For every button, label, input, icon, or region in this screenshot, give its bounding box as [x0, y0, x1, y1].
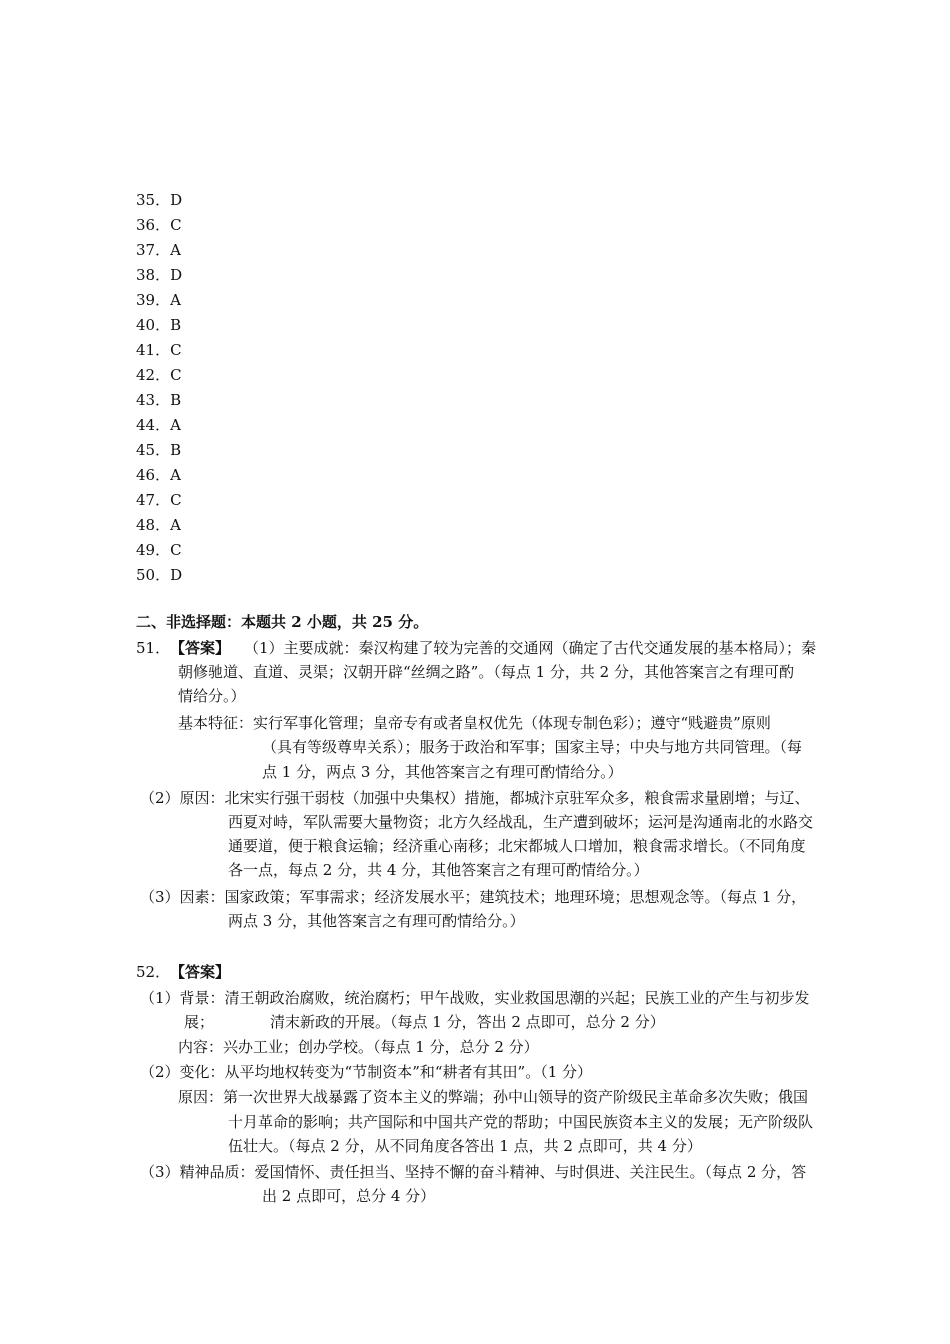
mc-answer-43: 43．B	[136, 391, 182, 409]
q52-p5-line1: （3）精神品质：爱国情怀、责任担当、坚持不懈的奋斗精神、与时俱进、关注民生。（每点 2 分，答	[140, 1163, 807, 1181]
q51-p2-line2: （具有等级尊卑关系）；服务于政治和军事；国家主导；中央与地方共同管理。（每	[262, 738, 803, 756]
q51-number: 51．	[136, 639, 171, 657]
q51-p2-line3: 点 1 分，两点 3 分，其他答案言之有理可酌情给分。）	[262, 763, 623, 781]
q51-p1-line3: 情给分。）	[178, 687, 246, 705]
mc-answer-40: 40．B	[136, 316, 182, 334]
q52-p2: 内容：兴办工业；创办学校。（每点 1 分，总分 2 分）	[178, 1038, 539, 1056]
mc-answer-39: 39．A	[136, 291, 181, 309]
mc-answer-49: 49．C	[136, 541, 182, 559]
mc-answer-36: 36．C	[136, 216, 182, 234]
q51-p1-line2: 朝修驰道、直道、灵渠；汉朝开辟“丝绸之路”。（每点 1 分，共 2 分，其他答案言之有理可酌	[178, 663, 795, 681]
q52-p4-line3: 伍壮大。（每点 2 分，从不同角度各答出 1 点，共 2 点即可，共 4 分）	[228, 1137, 702, 1155]
q51-p2-line1: 基本特征：实行军事化管理；皇帝专有或者皇权优先（体现专制色彩）；遵守“贱避贵”原则	[178, 714, 771, 732]
mc-answer-48: 48．A	[136, 516, 181, 534]
mc-answer-37: 37．A	[136, 241, 181, 259]
mc-answer-42: 42．C	[136, 366, 182, 384]
q52-p5-line2: 出 2 点即可，总分 4 分）	[262, 1187, 436, 1205]
mc-answer-47: 47．C	[136, 491, 182, 509]
mc-answer-46: 46．A	[136, 466, 181, 484]
q51-p3-line3: 通要道，便于粮食运输；经济重心南移；北宋都城人口增加，粮食需求增长。（不同角度	[228, 837, 806, 855]
q51-answer-tag: 【答案】	[170, 639, 231, 657]
section-heading: 二、非选择题：本题共 2 小题，共 25 分。	[136, 613, 429, 631]
q52-p1-line2b: 清末新政的开展。（每点 1 分，答出 2 点即可，总分 2 分）	[270, 1013, 665, 1031]
mc-answer-41: 41．C	[136, 341, 182, 359]
q51-p4-line1: （3）因素：国家政策；军事需求；经济发展水平；建筑技术；地理环境；思想观念等。（每点 1 分，	[140, 888, 807, 906]
mc-answer-44: 44．A	[136, 416, 181, 434]
mc-answer-35: 35．D	[136, 191, 183, 209]
q52-answer-tag: 【答案】	[170, 963, 231, 981]
q52-p1-line1: （1）背景：清王朝政治腐败，统治腐朽；甲午战败，实业救国思潮的兴起；民族工业的产生与初步发	[140, 989, 810, 1007]
q52-p1-line2a: 展；	[184, 1013, 215, 1031]
q52-p4-line1: 原因：第一次世界大战暴露了资本主义的弊端；孙中山领导的资产阶级民主革命多次失败；俄国	[178, 1088, 809, 1106]
q51-p3-line1: （2）原因：北宋实行强干弱枝（加强中央集权）措施，都城汴京驻军众多，粮食需求量剧增；与辽、	[140, 789, 810, 807]
q51-p1-line1: （1）主要成就：秦汉构建了较为完善的交通网（确定了古代交通发展的基本格局）；秦	[244, 639, 817, 657]
mc-answer-50: 50．D	[136, 566, 183, 584]
q52-p4-line2: 十月革命的影响；共产国际和中国共产党的帮助；中国民族资本主义的发展；无产阶级队	[228, 1113, 814, 1131]
q52-p3: （2）变化：从平均地权转变为“节制资本”和“耕者有其田”。（1 分）	[140, 1063, 593, 1081]
q51-p3-line2: 西夏对峙，军队需要大量物资；北方久经战乱，生产遭到破坏；运河是沟通南北的水路交	[228, 813, 814, 831]
q52-number: 52．	[136, 963, 171, 981]
q51-p3-line4: 各一点，每点 2 分，共 4 分，其他答案言之有理可酌情给分。）	[228, 861, 649, 879]
mc-answer-45: 45．B	[136, 441, 182, 459]
q51-p4-line2: 两点 3 分，其他答案言之有理可酌情给分。）	[228, 912, 525, 930]
mc-answer-38: 38．D	[136, 266, 183, 284]
